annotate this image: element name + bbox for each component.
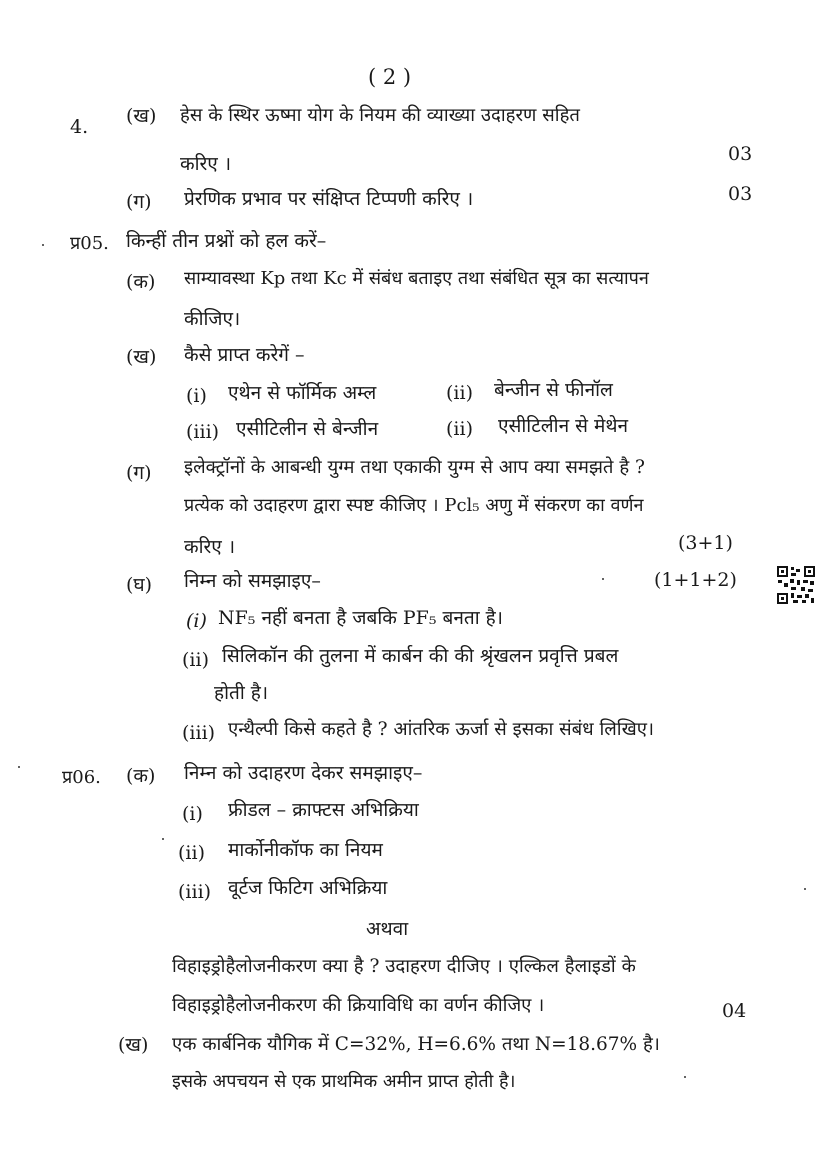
- q5-gha-i-text: NF₅ नहीं बनता है जबकि PF₅ बनता है।: [218, 607, 503, 629]
- q5-gha-iii-text: एन्थैल्पी किसे कहते है ? आंतरिक ऊर्जा से इसका संबंध लिखिए।: [228, 719, 654, 740]
- q5-gha-iii-label: (iii): [182, 722, 216, 744]
- q4-kha-label: (ख): [126, 105, 157, 127]
- q5-ga-line3: करिए ।: [184, 536, 236, 558]
- q5-ka-line2: कीजिए।: [184, 308, 241, 330]
- q6-kha-line1: एक कार्बनिक यौगिक में C=32%, H=6.6% तथा N=18.67% है।: [172, 1034, 660, 1055]
- scan-speck: [42, 244, 44, 246]
- q6-ka-ii-text: मार्कोनीकॉफ का नियम: [228, 839, 383, 861]
- q5-kha-iv-label: (ii): [446, 418, 473, 440]
- q6-kha-line2: इसके अपचयन से एक प्राथमिक अमीन प्राप्त होती है।: [172, 1071, 516, 1092]
- q5-gha-ii-label: (ii): [182, 649, 209, 671]
- q5-kha-iv-text: एसीटिलीन से मेथेन: [498, 415, 629, 437]
- q5-gha-marks: (1+1+2): [654, 569, 737, 591]
- q6-ka-iii-text: वूर्टज फिटिग अभिक्रिया: [228, 877, 388, 899]
- q5-gha-ii-line2: होती है।: [214, 682, 269, 704]
- q5-number: प्र05.: [70, 233, 109, 254]
- q6-alt-line2: विहाइड्रोहैलोजनीकरण की क्रियाविधि का वर्णन कीजिए ।: [172, 995, 545, 1016]
- q5-kha-iii-text: एसीटिलीन से बेन्जीन: [236, 418, 379, 440]
- q5-ga-line2: प्रत्येक को उदाहरण द्वारा स्पष्ट कीजिए । Pcl₅ अणु में संकरण का वर्णन: [184, 495, 644, 516]
- page-number: ( 2 ): [368, 65, 412, 89]
- q5-kha-text: कैसे प्राप्त करेगें –: [184, 344, 305, 366]
- q5-ga-label: (ग): [126, 462, 152, 484]
- q5-ka-line1: साम्यावस्था Kp तथा Kc में संबंध बताइए तथा संबंधित सूत्र का सत्यापन: [184, 268, 649, 289]
- q4-ga-marks: 03: [728, 183, 753, 205]
- q6-or-text: अथवा: [366, 918, 409, 940]
- scan-speck: [18, 766, 20, 768]
- q5-gha-text: निम्न को समझाइए–: [184, 570, 321, 592]
- q4-ga-text: प्रेरणिक प्रभाव पर संक्षिप्त टिप्पणी करिए ।: [184, 188, 474, 210]
- q4-number: 4.: [70, 116, 89, 138]
- q6-alt-marks: 04: [722, 1000, 747, 1022]
- q5-kha-i-text: एथेन से फॉर्मिक अम्ल: [228, 382, 377, 404]
- q5-kha-ii-label: (ii): [446, 382, 473, 404]
- q5-gha-label: (घ): [126, 574, 153, 596]
- q5-instruction: किन्हीं तीन प्रश्नों को हल करें–: [126, 230, 327, 252]
- q5-ka-label: (क): [126, 271, 156, 293]
- q6-ka-text: निम्न को उदाहरण देकर समझाइए–: [184, 762, 423, 784]
- q6-ka-i-label: (i): [182, 803, 203, 825]
- q4-ga-label: (ग): [126, 191, 152, 213]
- q4-kha-marks: 03: [728, 143, 753, 165]
- q6-number: प्र06.: [62, 767, 101, 788]
- q6-ka-ii-label: (ii): [178, 842, 205, 864]
- scan-speck: [804, 888, 806, 890]
- q5-kha-i-label: (i): [186, 385, 207, 407]
- scan-speck: [602, 578, 604, 580]
- q6-kha-label: (ख): [118, 1034, 149, 1056]
- q6-ka-i-text: फ्रीडल – क्राफ्टस अभिक्रिया: [228, 799, 419, 821]
- q6-ka-iii-label: (iii): [178, 881, 212, 903]
- qr-code-icon: [776, 565, 816, 605]
- scan-speck: [684, 1076, 686, 1078]
- q6-ka-label: (क): [126, 765, 156, 787]
- q5-gha-ii-line1: सिलिकॉन की तुलना में कार्बन की की श्रृंखलन प्रवृत्ति प्रबल: [222, 645, 619, 667]
- q6-alt-line1: विहाइड्रोहैलोजनीकरण क्या है ? उदाहरण दीजिए । एल्किल हैलाइडों के: [172, 956, 636, 977]
- q5-ga-line1: इलेक्ट्रॉनों के आबन्धी युग्म तथा एकाकी युग्म से आप क्या समझते है ?: [184, 457, 645, 478]
- q5-kha-label: (ख): [126, 346, 157, 368]
- q4-kha-line2: करिए ।: [180, 153, 232, 175]
- q5-ga-marks: (3+1): [678, 532, 733, 554]
- q4-kha-line1: हेस के स्थिर ऊष्मा योग के नियम की व्याख्या उदाहरण सहित: [180, 105, 580, 126]
- scan-speck: [162, 838, 164, 840]
- q5-kha-iii-label: (iii): [186, 421, 220, 443]
- q5-kha-ii-text: बेन्जीन से फीनॉल: [494, 379, 613, 401]
- q5-gha-i-label: (i): [186, 610, 207, 632]
